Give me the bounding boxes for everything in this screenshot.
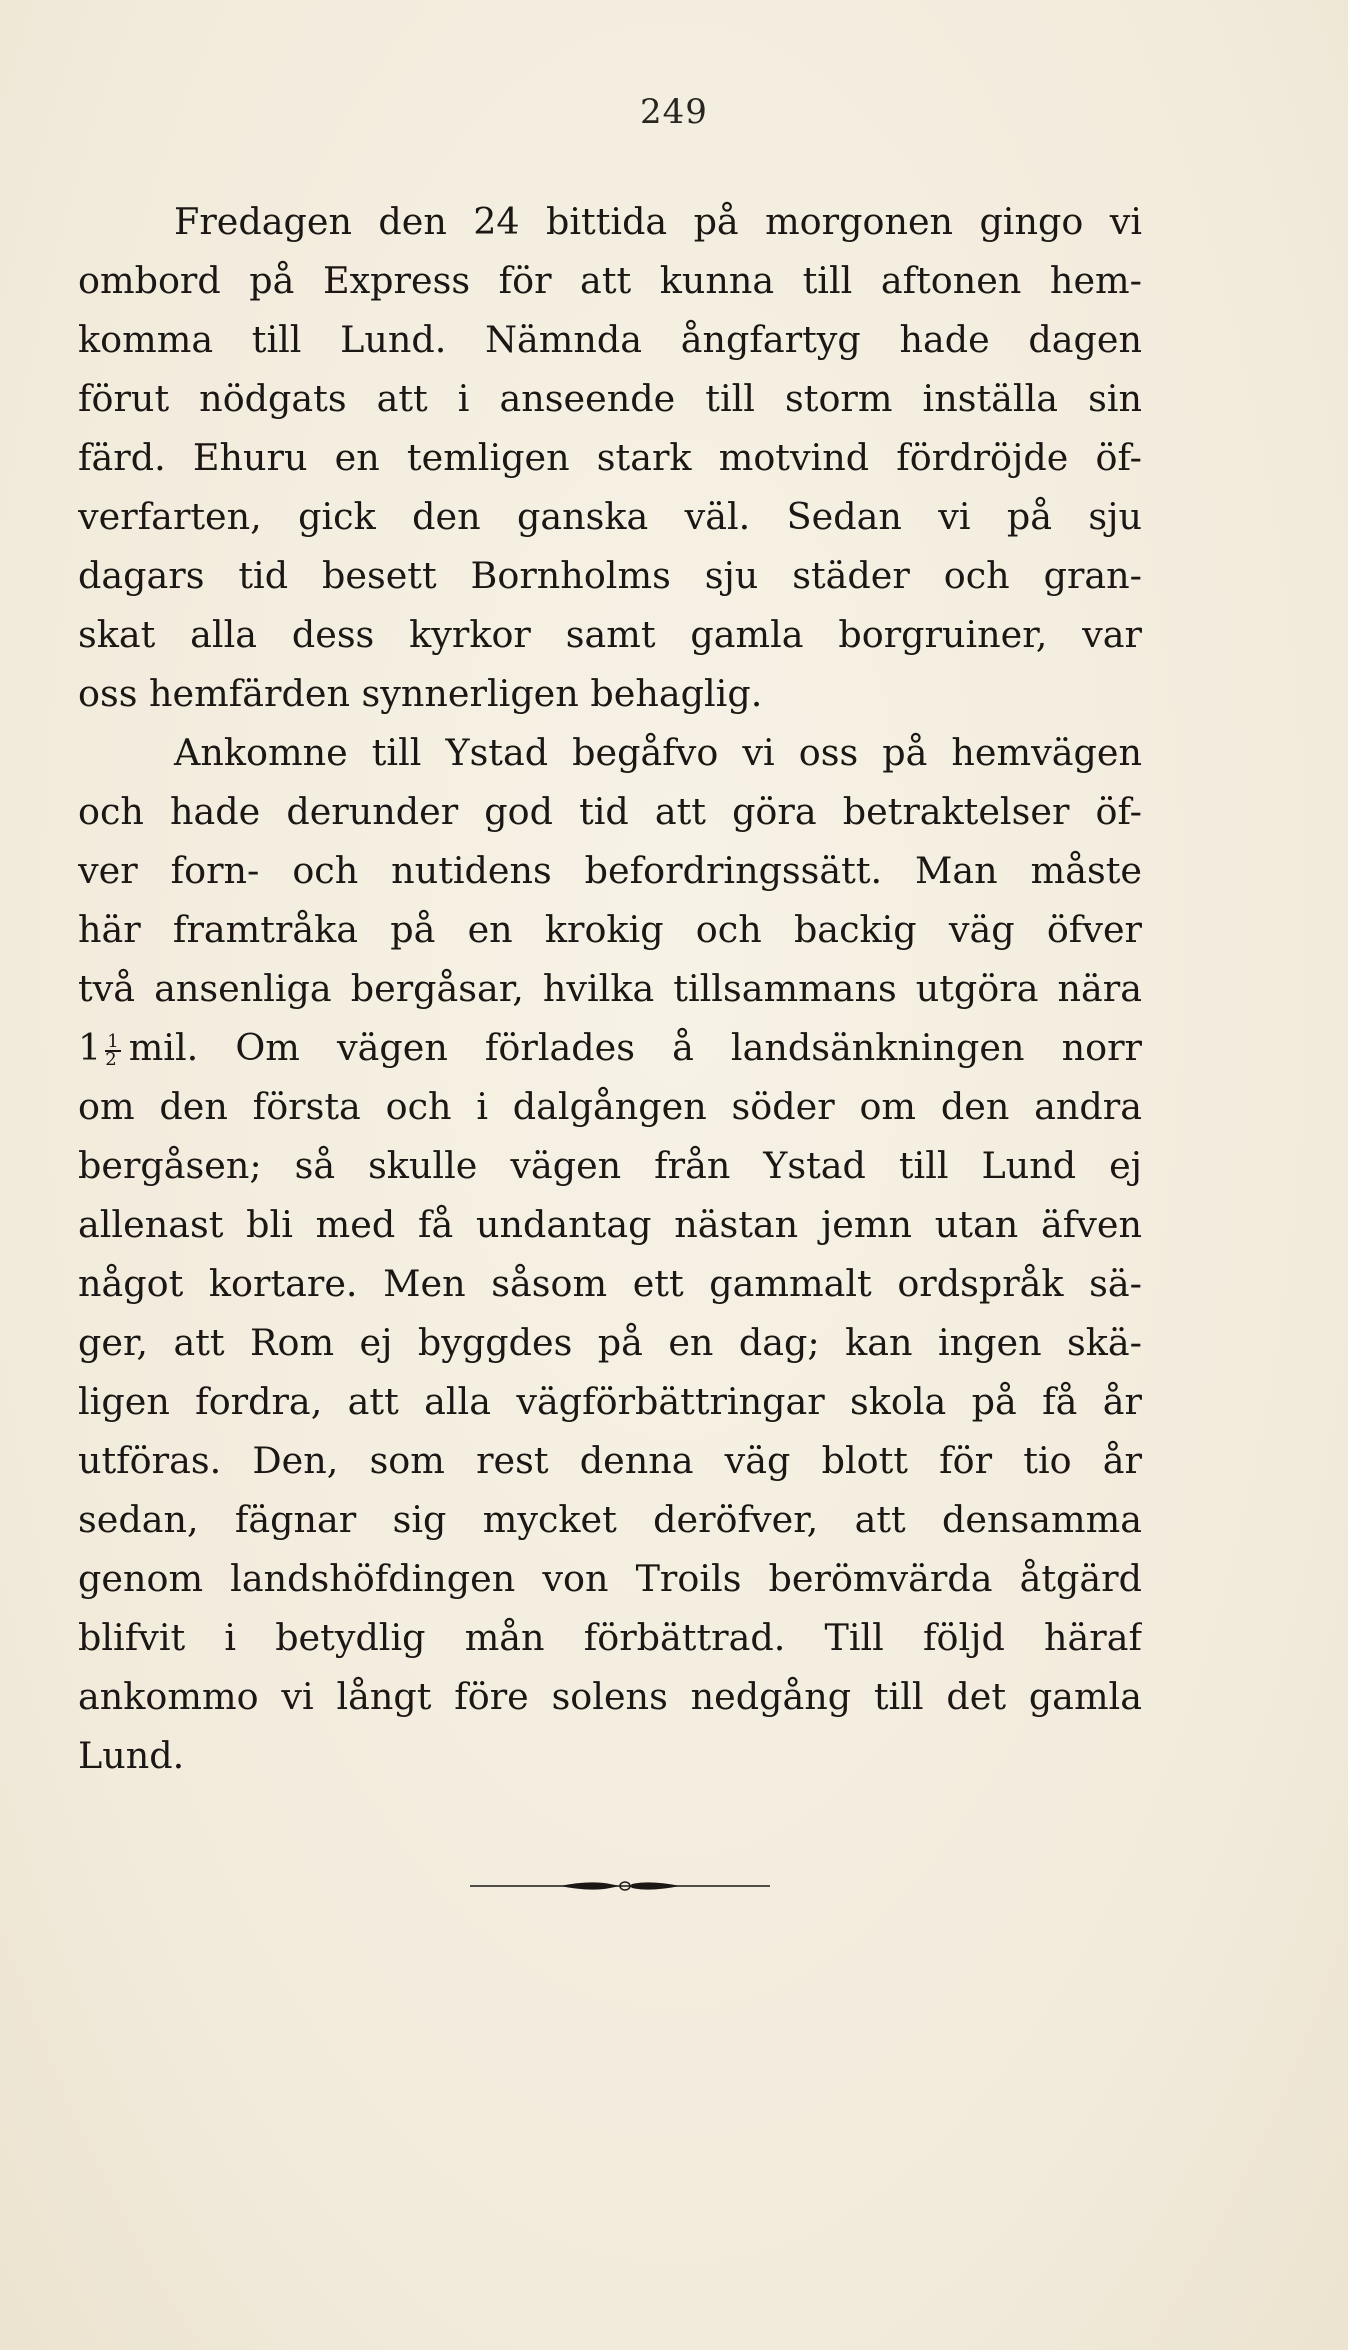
text-line: något kortare. Men såsom ett gammalt ordspråk sä- xyxy=(78,1262,1142,1305)
text-line: två ansenliga bergåsar, hvilka tillsammans utgöra nära xyxy=(78,967,1142,1010)
text-line: ligen fordra, att alla vägförbättringar skola på få år xyxy=(78,1380,1142,1423)
text-line: Ankomne till Ystad begåfvo vi oss på hemvägen xyxy=(174,731,1142,774)
text-line: bergåsen; så skulle vägen från Ystad till Lund ej xyxy=(78,1144,1142,1187)
page-number: 249 xyxy=(640,92,708,132)
text-line: ver forn- och nutidens befordringssätt. Man måste xyxy=(78,849,1142,892)
text-line: allenast bli med få undantag nästan jemn utan äfven xyxy=(78,1203,1142,1246)
end-ornament-icon xyxy=(470,1876,770,1896)
text-line: och hade derunder god tid att göra betraktelser öf- xyxy=(78,790,1142,833)
text-line: dagars tid besett Bornholms sju städer och gran- xyxy=(78,554,1142,597)
text-line-with-fraction xyxy=(78,1018,1142,1077)
text-line-rest: mil. Om vägen förlades å landsänkningen norr xyxy=(128,1026,1142,1069)
fraction-numerator: 1 xyxy=(107,1030,119,1052)
text-line: om den första och i dalgången söder om den andra xyxy=(78,1085,1142,1128)
text-line: genom landshöfdingen von Troils berömvärda åtgärd xyxy=(78,1557,1142,1600)
fraction-whole: 1 xyxy=(78,1026,102,1069)
text-line: Lund. xyxy=(78,1734,185,1777)
text-line: här framtråka på en krokig och backig väg öfver xyxy=(78,908,1142,951)
text-line: ombord på Express för att kunna till aftonen hem- xyxy=(78,259,1142,302)
text-line: komma till Lund. Nämnda ångfartyg hade dagen xyxy=(78,318,1142,361)
text-line: färd. Ehuru en temligen stark motvind fördröjde öf- xyxy=(78,436,1142,479)
fraction-denominator: 2 xyxy=(105,1048,117,1070)
text-line: ger, att Rom ej byggdes på en dag; kan ingen skä- xyxy=(78,1321,1142,1364)
text-line: ankommo vi långt före solens nedgång till det gamla xyxy=(78,1675,1142,1718)
text-line: Fredagen den 24 bittida på morgonen gingo vi xyxy=(174,200,1142,243)
text-line: sedan, fägnar sig mycket deröfver, att densamma xyxy=(78,1498,1142,1541)
text-line: förut nödgats att i anseende till storm inställa sin xyxy=(78,377,1142,420)
text-line: skat alla dess kyrkor samt gamla borgruiner, var xyxy=(78,613,1142,656)
text-line: utföras. Den, som rest denna väg blott för tio år xyxy=(78,1439,1142,1482)
fraction xyxy=(105,1030,120,1070)
body-text xyxy=(78,192,1142,1785)
text-line: oss hemfärden synnerligen behaglig. xyxy=(78,672,763,715)
text-line: blifvit i betydlig mån förbättrad. Till följd häraf xyxy=(78,1616,1142,1659)
text-line: verfarten, gick den ganska väl. Sedan vi på sju xyxy=(78,495,1142,538)
